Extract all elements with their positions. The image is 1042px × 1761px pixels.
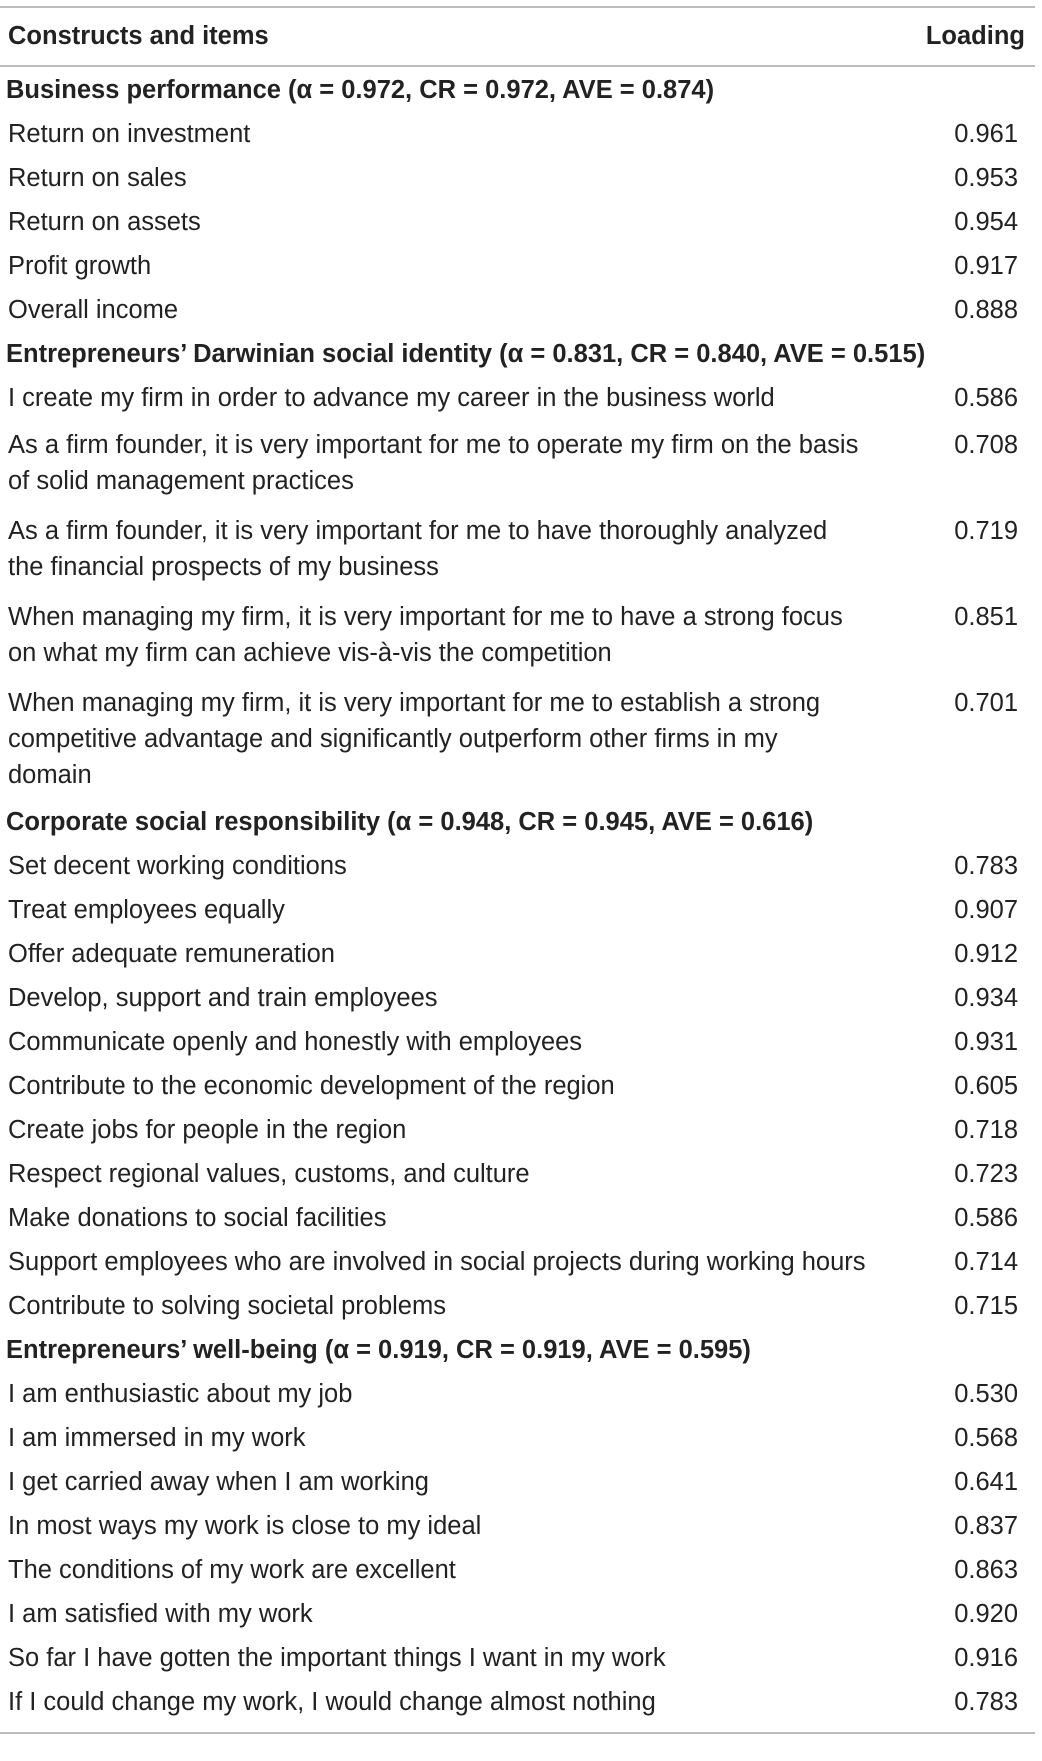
table-header bbox=[0, 8, 1035, 65]
item-label: I create my firm in order to advance my career in the business world bbox=[8, 384, 775, 412]
item-loading: 0.586 bbox=[954, 1204, 1018, 1232]
table-row bbox=[0, 1152, 1035, 1196]
item-label: As a firm founder, it is very important for me to operate my firm on the basis of solid management practices bbox=[8, 431, 859, 495]
item-loading: 0.917 bbox=[954, 252, 1018, 280]
item-label: Profit growth bbox=[8, 252, 152, 280]
item-loading: 0.586 bbox=[954, 384, 1018, 412]
construct-heading: Entrepreneurs’ Darwinian social identity (α = 0.831, CR = 0.840, AVE = 0.515) bbox=[6, 340, 926, 368]
table-row bbox=[0, 932, 1035, 976]
table-row bbox=[0, 156, 1035, 200]
construct-heading: Entrepreneurs’ well-being (α = 0.919, CR = 0.919, AVE = 0.595) bbox=[6, 1336, 751, 1364]
item-label: Support employees who are involved in social projects during working hours bbox=[8, 1248, 866, 1276]
item-label: Contribute to the economic development of the region bbox=[8, 1072, 615, 1100]
table-row bbox=[0, 1064, 1035, 1108]
item-loading: 0.954 bbox=[954, 208, 1018, 236]
table-row bbox=[0, 200, 1035, 244]
item-loading: 0.907 bbox=[954, 896, 1018, 924]
item-loading: 0.920 bbox=[954, 1600, 1018, 1628]
table-row bbox=[0, 1372, 1035, 1416]
table-body bbox=[0, 68, 1035, 1724]
measurement-table bbox=[0, 6, 1035, 1734]
header-loading: Loading bbox=[925, 22, 1025, 50]
item-label: I get carried away when I am working bbox=[8, 1468, 429, 1496]
item-label: In most ways my work is close to my ideal bbox=[8, 1512, 482, 1540]
item-label: Set decent working conditions bbox=[8, 852, 347, 880]
table-row bbox=[0, 592, 1035, 678]
item-loading: 0.723 bbox=[954, 1160, 1018, 1188]
construct-heading: Business performance (α = 0.972, CR = 0.972, AVE = 0.874) bbox=[6, 76, 715, 104]
item-label: Create jobs for people in the region bbox=[8, 1116, 407, 1144]
table-row bbox=[0, 976, 1035, 1020]
item-loading: 0.701 bbox=[954, 689, 1018, 717]
table-row bbox=[0, 1636, 1035, 1680]
item-label: If I could change my work, I would change almost nothing bbox=[8, 1688, 656, 1716]
table-row bbox=[0, 1020, 1035, 1064]
item-loading: 0.934 bbox=[954, 984, 1018, 1012]
item-label: I am satisfied with my work bbox=[8, 1600, 313, 1628]
item-loading: 0.863 bbox=[954, 1556, 1018, 1584]
item-loading: 0.641 bbox=[954, 1468, 1018, 1496]
table-row bbox=[0, 1592, 1035, 1636]
table-row bbox=[0, 1548, 1035, 1592]
header-rule bbox=[0, 65, 1035, 67]
item-label: Contribute to solving societal problems bbox=[8, 1292, 446, 1320]
item-label: I am enthusiastic about my job bbox=[8, 1380, 353, 1408]
table-row bbox=[0, 678, 1035, 800]
item-label: Treat employees equally bbox=[8, 896, 285, 924]
item-label: When managing my firm, it is very important for me to establish a strong competitive advantage and significantly outperform other firms in my domain bbox=[8, 689, 821, 789]
item-loading: 0.783 bbox=[954, 852, 1018, 880]
item-loading: 0.530 bbox=[954, 1380, 1018, 1408]
item-loading: 0.718 bbox=[954, 1116, 1018, 1144]
item-loading: 0.714 bbox=[954, 1248, 1018, 1276]
item-label: I am immersed in my work bbox=[8, 1424, 306, 1452]
table-row bbox=[0, 1680, 1035, 1724]
item-loading: 0.708 bbox=[954, 431, 1018, 459]
item-label: Return on assets bbox=[8, 208, 201, 236]
construct-heading: Corporate social responsibility (α = 0.948, CR = 0.945, AVE = 0.616) bbox=[6, 808, 814, 836]
table-row bbox=[0, 506, 1035, 592]
item-label: As a firm founder, it is very important for me to have thoroughly analyzed the financial prospects of my business bbox=[8, 517, 828, 581]
item-loading: 0.912 bbox=[954, 940, 1018, 968]
item-label: Return on sales bbox=[8, 164, 187, 192]
table-row bbox=[0, 1284, 1035, 1328]
table-row bbox=[0, 888, 1035, 932]
table-row bbox=[0, 844, 1035, 888]
table-row bbox=[0, 420, 1035, 506]
header-constructs-and-items: Constructs and items bbox=[8, 22, 269, 50]
table-row bbox=[0, 244, 1035, 288]
table-row bbox=[0, 1240, 1035, 1284]
item-label: Overall income bbox=[8, 296, 179, 324]
table-row bbox=[0, 1108, 1035, 1152]
item-label: Return on investment bbox=[8, 120, 251, 148]
item-loading: 0.715 bbox=[954, 1292, 1018, 1320]
table-row bbox=[0, 1504, 1035, 1548]
item-label: When managing my firm, it is very important for me to have a strong focus on what my firm can achieve vis-à-vis the competition bbox=[8, 603, 843, 667]
table-row bbox=[0, 1460, 1035, 1504]
item-label: Offer adequate remuneration bbox=[8, 940, 335, 968]
table-row bbox=[0, 1416, 1035, 1460]
item-label: Make donations to social facilities bbox=[8, 1204, 387, 1232]
item-loading: 0.719 bbox=[954, 517, 1018, 545]
table-row bbox=[0, 1196, 1035, 1240]
item-loading: 0.888 bbox=[954, 296, 1018, 324]
item-label: Communicate openly and honestly with employees bbox=[8, 1028, 583, 1056]
table-row bbox=[0, 112, 1035, 156]
item-loading: 0.916 bbox=[954, 1644, 1018, 1672]
item-label: Respect regional values, customs, and culture bbox=[8, 1160, 530, 1188]
item-label: Develop, support and train employees bbox=[8, 984, 438, 1012]
bottom-rule bbox=[0, 1732, 1035, 1734]
item-label: The conditions of my work are excellent bbox=[8, 1556, 456, 1584]
item-loading: 0.605 bbox=[954, 1072, 1018, 1100]
item-loading: 0.953 bbox=[954, 164, 1018, 192]
table-row bbox=[0, 288, 1035, 332]
item-loading: 0.568 bbox=[954, 1424, 1018, 1452]
item-loading: 0.931 bbox=[954, 1028, 1018, 1056]
item-loading: 0.837 bbox=[954, 1512, 1018, 1540]
item-loading: 0.783 bbox=[954, 1688, 1018, 1716]
item-label: So far I have gotten the important things I want in my work bbox=[8, 1644, 666, 1672]
item-loading: 0.961 bbox=[954, 120, 1018, 148]
item-loading: 0.851 bbox=[954, 603, 1018, 631]
table-row bbox=[0, 376, 1035, 420]
